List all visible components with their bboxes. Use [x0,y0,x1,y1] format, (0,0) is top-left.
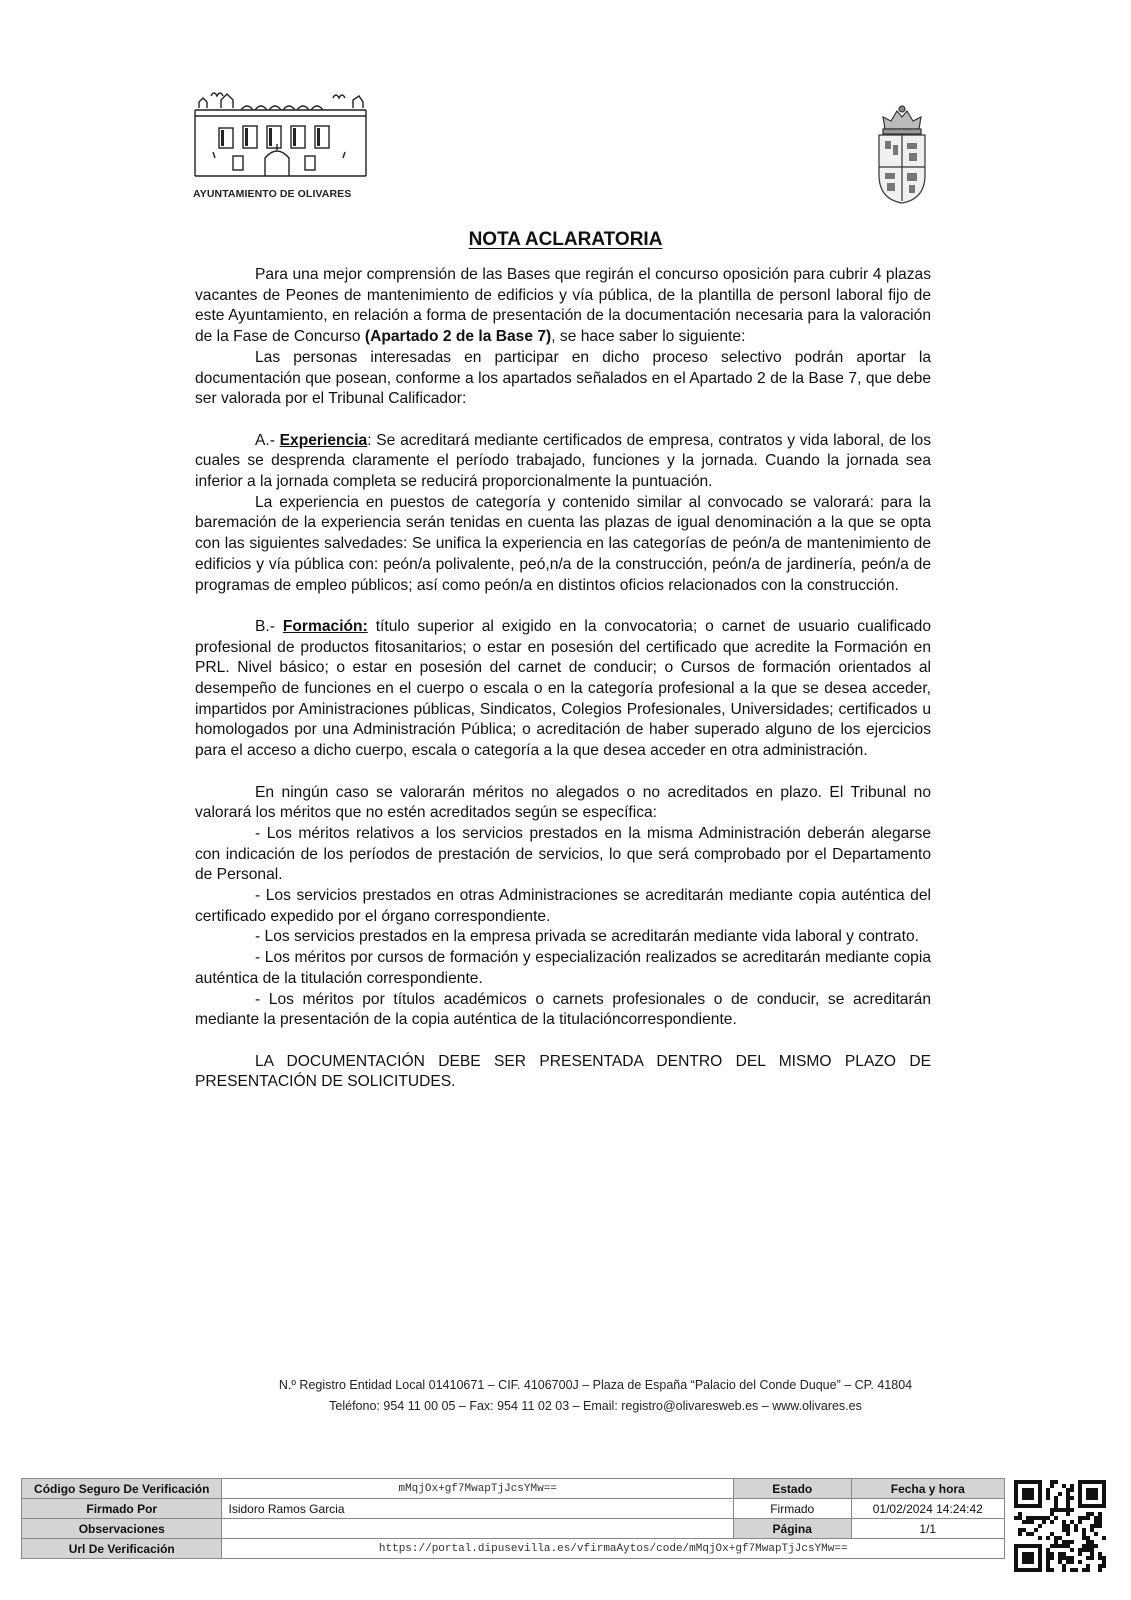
obs-label: Observaciones [22,1519,222,1539]
coat-of-arms-icon [873,103,931,205]
document-body [195,265,931,1093]
estado-label: Estado [733,1479,851,1499]
footer-registry-line: N.º Registro Entidad Local 01410671 – CIF. 4106700J – Plaza de España “Palacio del Conde Duque” – CP. 41804 [278,1378,913,1392]
url-label: Url De Verificación [22,1539,222,1559]
footer-contact [0,1375,1131,1417]
document-title: NOTA ACLARATORIA [468,229,663,250]
fecha-value: 01/02/2024 14:24:42 [851,1499,1004,1519]
merit-item: - Los méritos por títulos académicos o carnets profesionales o de conducir, se acreditarán mediante la presentación de la copia auténtica de la titulacióncorrespondiente. [195,990,931,1029]
table-row [22,1479,1005,1499]
verification-url-link[interactable]: https://portal.dipusevilla.es/vfirmaAytos/code/mMqjOx+gf7MwapTjJcsYMw== [222,1539,1005,1559]
estado-value: Firmado [733,1499,851,1519]
pagina-value: 1/1 [851,1519,1004,1539]
section-b-heading: Formación: [282,617,368,635]
base-reference: (Apartado 2 de la Base 7) [364,328,552,346]
table-row [22,1539,1005,1559]
pagina-label: Página [733,1519,851,1539]
firmado-value: Isidoro Ramos Garcia [222,1499,733,1519]
closing-paragraph: En ningún caso se valorarán méritos no alegados o no acreditados en plazo. El Tribunal no valorará los méritos que no estén acreditados según se específica: [195,783,931,822]
csv-label: Código Seguro De Verificación [22,1479,222,1499]
verification-table [21,1478,1005,1559]
qr-code-icon[interactable] [1014,1480,1106,1572]
intro-paragraph: Para una mejor comprensión de las Bases que regirán el concurso oposición para cubrir 4 plazas vacantes de Peones de mantenimiento de edificios y vía pública, de la plantilla de personl laboral fijo de este Ayuntamiento, en relación a forma de presentación de la documentación necesaria para la valoración de la Fase de Concurso (Apartado 2 de la Base 7), se hace saber lo siguiente: [195,266,931,346]
section-a-paragraph-2: La experiencia en puestos de categoría y contenido similar al convocado se valorará: para la baremación de la experiencia serán tenidas en cuenta las plazas de igual denominación a la que se opta con las siguientes salvedades: Se unifica la experiencia en las categorías de peón/a de mantenimiento de edificios y vía pública con: peón/a polivalente, peó,n/a de la construcción, peón/a de jardinería, peón/a de programas de empleo públicos; así como peón/a en distintos oficios relacionados con la construcción. [195,493,931,594]
section-b-paragraph: B.- Formación: título superior al exigido en la convocatoria; o carnet de usuario cualificado profesional de productos fitosanitarios; o estar en posesión del certificado que acredite la Formación en PRL. Nivel básico; o estar en posesión del carnet de conducir; o Cursos de formación orientados al desempeño de funciones en el cuerpo o escala o en la categoría profesional a la que se desea acceder, impartidos por Aministraciones públicas, Sindicatos, Colegios Profesionales, Universidades; certificados u homologados por una Administración Pública; o acreditación de haber superado alguno de los ejercicios para el acceso a dicho cuerpo, escala o categoría a la que desea acceder en otra administración. [195,617,931,760]
obs-value [222,1519,733,1539]
merit-item: - Los servicios prestados en la empresa privada se acreditarán mediante vida laboral y contrato. [255,928,919,946]
merit-item: - Los méritos por cursos de formación y especialización realizados se acreditarán mediante copia auténtica de la titulación correspondiente. [195,949,931,987]
footer-contact-line: Teléfono: 954 11 00 05 – Fax: 954 11 02 03 – Email: registro@olivaresweb.es – www.olivares.es [329,1399,862,1413]
final-notice: LA DOCUMENTACIÓN DEBE SER PRESENTADA DENTRO DEL MISMO PLAZO DE PRESENTACIÓN DE SOLICITUDES. [195,1052,931,1091]
firmado-label: Firmado Por [22,1499,222,1519]
logo-caption: AYUNTAMIENTO DE OLIVARES [193,188,352,200]
merit-item: - Los servicios prestados en otras Administraciones se acreditarán mediante copia auténtica del certificado expedido por el órgano correspondiente. [195,887,931,925]
table-row [22,1519,1005,1539]
municipal-logo [193,88,368,208]
intro-paragraph-2: Las personas interesadas en participar en dicho proceso selectivo podrán aportar la documentación que posean, conforme a los apartados señalados en el Apartado 2 de la Base 7, que debe ser valorada por el Tribunal Calificador: [195,348,931,408]
table-row [22,1499,1005,1519]
section-a-heading: Experiencia [279,431,368,449]
palace-drawing-icon [193,88,368,186]
section-a-paragraph: A.- Experiencia: Se acreditará mediante certificados de empresa, contratos y vida laboral, de los cuales se desprenda claramente el período trabajado, funciones y la jornada. Cuando la jornada sea inferior a la jornada completa se reducirá proporcionalmente la puntuación. [195,431,931,491]
fecha-label: Fecha y hora [851,1479,1004,1499]
csv-value: mMqjOx+gf7MwapTjJcsYMw== [222,1479,733,1499]
merit-item: - Los méritos relativos a los servicios prestados en la misma Administración deberán alegarse con indicación de los períodos de prestación de servicios, lo que será comprobado por el Departamento de Personal. [195,824,931,884]
